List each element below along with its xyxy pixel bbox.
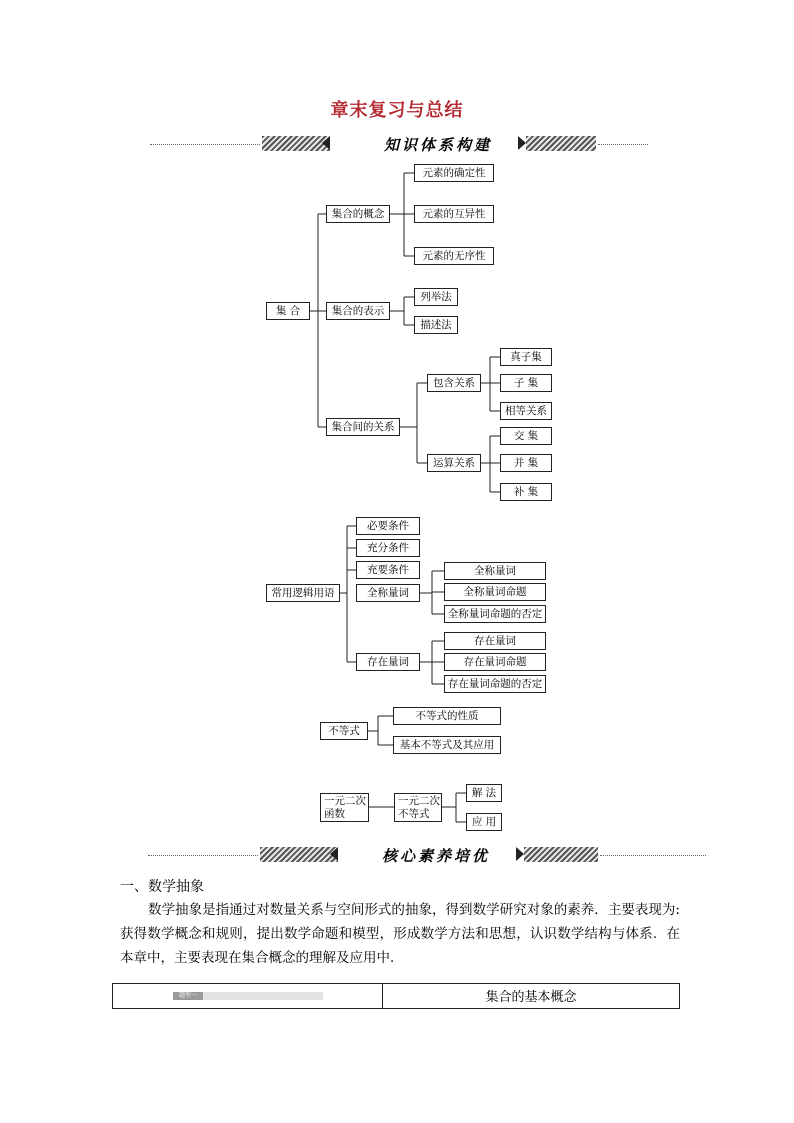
node-sufficient-condition: 充分条件	[356, 539, 420, 557]
node-set-representation: 集合的表示	[326, 302, 390, 320]
node-proper-subset: 真子集	[500, 348, 552, 366]
node-sets-root: 集 合	[266, 302, 310, 320]
node-equality: 相等关系	[500, 402, 552, 420]
node-intersection: 交 集	[500, 427, 552, 445]
band-stripe-right	[524, 847, 598, 862]
node-quadratic-inequality: 一元二次不等式	[394, 793, 442, 822]
node-set-relations: 集合间的关系	[326, 418, 400, 436]
node-description-method: 描述法	[414, 316, 458, 334]
node-element-distinctness: 元素的互异性	[414, 205, 494, 223]
topic-title-cell: 集合的基本概念	[485, 990, 577, 1005]
topic-tag: 题型一	[173, 992, 203, 1000]
node-union: 并 集	[500, 454, 552, 472]
node-inclusion: 包含关系	[427, 374, 481, 392]
node-set-concept: 集合的概念	[326, 205, 390, 223]
band-dotted-line-left	[148, 855, 258, 856]
node-universal-quantifier: 全称量词	[356, 584, 420, 602]
band-dotted-line-right	[600, 855, 706, 856]
section-heading: 一、数学抽象	[120, 879, 204, 895]
node-operations: 运算关系	[427, 454, 481, 472]
section-paragraph: 数学抽象是指通过对数量关系与空间形式的抽象，得到数学研究对象的素养．主要表现为: 获得数学概念和规则，提出数学命题和模型，形成数学方法和思想，认识数学结构与体系．在本章中，主要表现在集合概念的理解及应用中．	[120, 902, 680, 966]
node-universal-proposition: 全称量词命题	[444, 583, 546, 601]
node-necessary-sufficient-condition: 充要条件	[356, 561, 420, 579]
node-logic-root: 常用逻辑用语	[266, 584, 340, 602]
page-title: 章末复习与总结	[330, 100, 464, 121]
node-necessary-condition: 必要条件	[356, 517, 420, 535]
band-arrow-left-icon	[330, 847, 338, 861]
node-solution-method: 解 法	[466, 784, 502, 802]
band-stripe-left	[260, 847, 338, 862]
core-band	[0, 845, 794, 865]
node-inequality-properties: 不等式的性质	[393, 707, 501, 725]
node-application: 应 用	[466, 813, 502, 831]
node-existential-proposition: 存在量词命题	[444, 653, 546, 671]
node-quadratic-function: 一元二次函数	[320, 793, 369, 822]
node-complement: 补 集	[500, 483, 552, 501]
node-element-unorderedness: 元素的无序性	[414, 247, 494, 265]
node-subset: 子 集	[500, 374, 552, 392]
topic-table	[112, 983, 680, 1009]
node-inequality-root: 不等式	[320, 722, 368, 740]
node-existential-quantifier: 存在量词	[356, 653, 420, 671]
node-existential-quantifier-leaf: 存在量词	[444, 632, 546, 650]
node-basic-inequality: 基本不等式及其应用	[393, 736, 501, 754]
band-title-knowledge: 知识体系构建	[383, 136, 492, 154]
band-arrow-right-icon	[516, 847, 524, 861]
node-element-definiteness: 元素的确定性	[414, 164, 494, 182]
node-universal-negation: 全称量词命题的否定	[444, 605, 546, 623]
node-existential-negation: 存在量词命题的否定	[444, 675, 546, 693]
node-enumeration-method: 列举法	[414, 288, 458, 306]
node-universal-quantifier-leaf: 全称量词	[444, 562, 546, 580]
band-title-core: 核心素养培优	[381, 847, 490, 865]
